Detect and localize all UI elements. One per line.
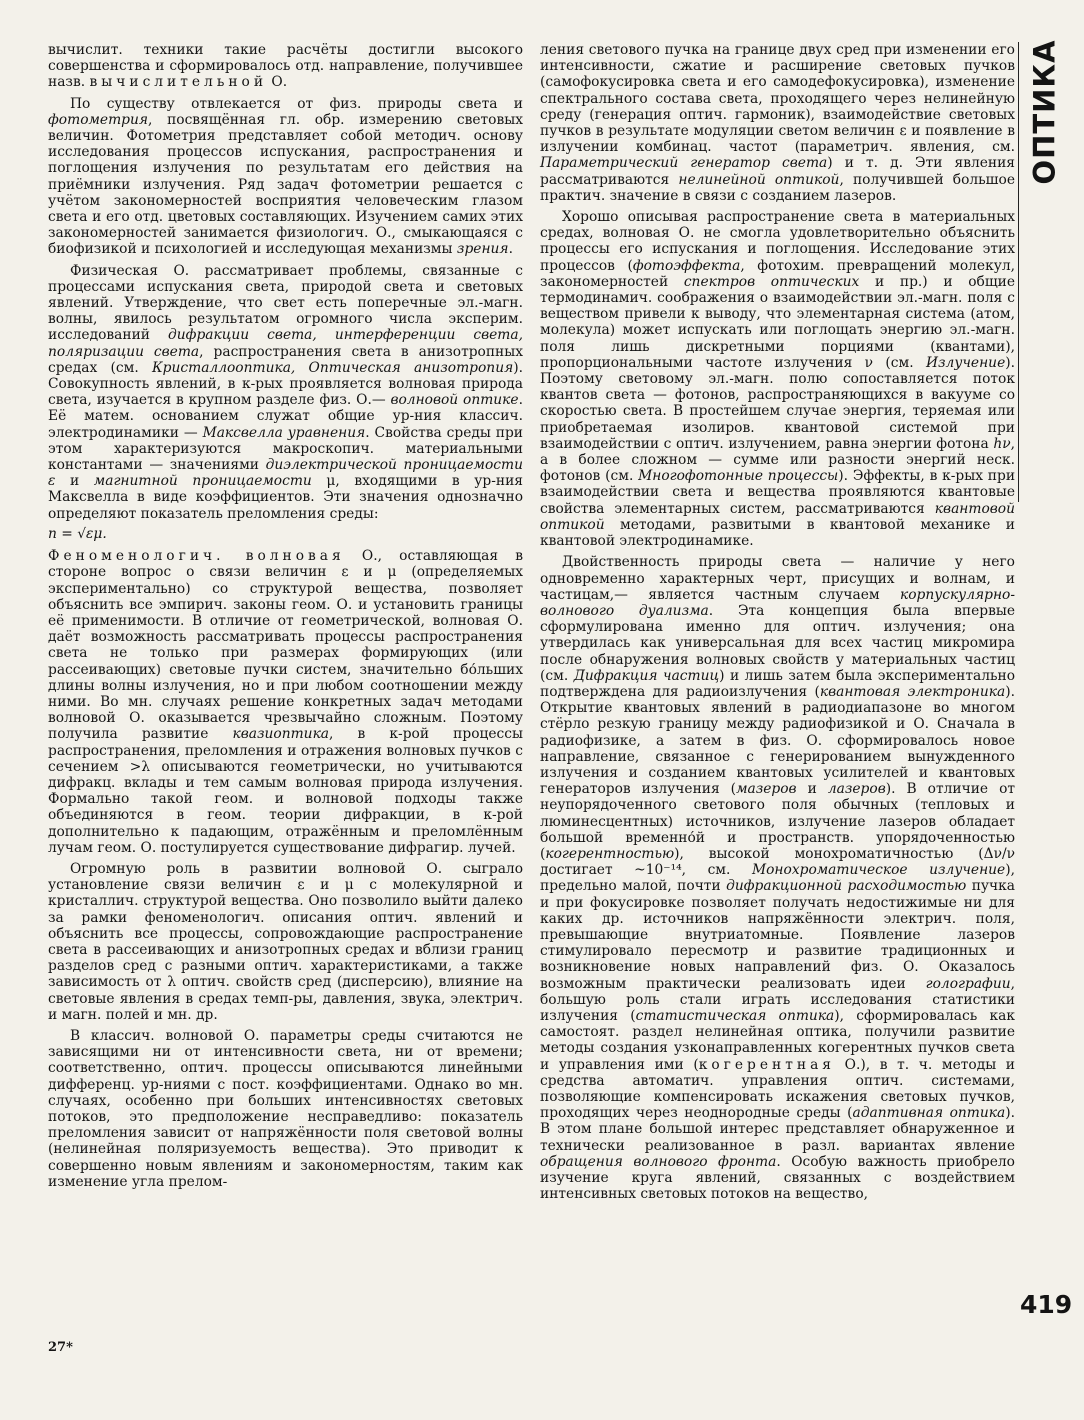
paragraph: Огромную роль в развитии волновой О. сыграло установление связи величин ε и μ с молекулярной и кристаллич. структурой вещества. Оно позволило выйти далеко за рамки феноменологич. описания оптич. явлений и объяснить все процессы, сопровождающие распространение света в рассеивающих и анизотропных средах и вблизи границ разделов сред с разными оптич. характеристиками, а также зависимость от λ оптич. свойств сред (дисперсию), влияние на световые явления в средах темп-ры, давления, звука, электрич. и магн. полей и мн. др. bbox=[48, 860, 523, 1023]
page-number: 419 bbox=[1020, 1290, 1073, 1319]
printer-signature-mark: 27* bbox=[48, 1340, 73, 1355]
paragraph: ления светового пучка на границе двух сред при изменении его интенсивности, сжатие и расширение световых пучков (самофокусировка света и его самодефокусировка), изменение спектрального состава света, проходящего через нелинейную среду (генерация оптич. гармоник), взаимодействие световых пучков в результате модуляции светом величин ε и появление в излучении комбинац. частот (параметрич. явления, см. Параметрический генератор света) и т. д. Эти явления рассматриваются нелинейной оптикой, получившей большое практич. значение в связи с созданием лазеров. bbox=[540, 42, 1015, 204]
paragraph: Хорошо описывая распространение света в материальных средах, волновая О. не смогла удовлетворительно объяснить процессы его испускания и поглощения. Исследование этих процессов (фотоэффекта, фотохим. превращений молекул, закономерностей спектров оптических и пр.) и общие термодинамич. соображения о взаимодействии эл.-магн. поля с веществом привели к выводу, что элементарная система (атом, молекула) может испускать или поглощать энергию эл.-магн. поля лишь дискретными порциями (квантами), пропорциональными частоте излучения ν (см. Излучение). Поэтому световому эл.-магн. полю сопоставляется поток квантов света — фотонов, распространяющихся в вакууме со скоростью света. В простейшем случае энергия, теряемая или приобретаемая изолиров. квантовой системой при взаимодействии с оптич. излучением, равна энергии фотона hν, а в более сложном — сумме или разности энергий неск. фотонов (см. Многофотонные процессы). Эффекты, в к-рых при взаимодействии света и вещества проявляются квантовые свойства элементарных систем, рассматриваются квантовой оптикой методами, развитыми в квантовой механике и квантовой электродинамике. bbox=[540, 209, 1016, 550]
running-head-rule bbox=[1018, 42, 1019, 502]
refractive-index-formula: n = √εμ. bbox=[48, 525, 107, 542]
paragraph: Физическая О. рассматривает проблемы, связанные с процессами испускания света, природой света и световых явлений. Утверждение, что свет есть поперечные эл.-магн. волны, явилось результатом огромного числа эксперим. исследований дифракции света, интерференции света, поляризации света, распространения света в анизотропных средах (см. Кристаллооптика, Оптическая анизотропия). Совокупность явлений, в к-рых проявляется волновая природа света, изучается в крупном разделе физ. О.— волновой оптике. Её матем. основанием служат общие ур-ния классич. электродинамики — Максвелла уравнения. Свойства среды при этом характеризуются макроскопич. материальными константами — значениями диэлектрической проницаемости ε и магнитной проницаемости μ, входящими в ур-ния Максвелла в виде коэффициентов. Эти значения однозначно определяют показатель преломления среды: bbox=[48, 262, 523, 522]
paragraph: Двойственность природы света — наличие у него одновременно характерных черт, присущих и волнам, и частицам,— является частным случаем корпускулярно-волнового дуализма. Эта концепция была впервые сформулирована именно для оптич. излучения; она утвердилась как универсальная для всех частиц микромира после обнаружения волновых свойств у материальных частиц (см. Дифракция частиц) и лишь затем была экспериментально подтверждена для радиоизлучения (квантовая электроника). Открытие квантовых явлений в радиодиапазоне во многом стёрло резкую границу между радиофизикой и О. Сначала в радиофизике, а затем в физ. О. сформировалось новое направление, связанное с генерированием вынужденного излучения и созданием квантовых усилителей и квантовых генераторов излучения (мазеров и лазеров). В отличие от неупорядоченного светового поля обычных (тепловых и люминесцентных) источников, излучение лазеров обладает большой временно́й и пространств. упорядоченностью (когерентностью), высокой монохроматичностью (Δν/ν достигает ~10⁻¹⁴, см. Монохроматическое излучение), предельно малой, почти дифракционной расходимостью пучка и при фокусировке позволяет получать недостижимые ни для каких др. источников напряжённости электрич. поля, превышающие внутриатомные. Появление лазеров стимулировало пересмотр и развитие традиционных и возникновение новых направлений физ. О. Оказалось возможным практически реализовать идеи голографии, большую роль стали играть исследования статистики излучения (статистическая оптика), сформировалась как самостоят. раздел нелинейная оптика, получили развитие методы создания узконаправленных когерентных пучков света и управления ими (когерентная О.), в т. ч. методы и средства автоматич. управления оптич. системами, позволяющие компенсировать искажения световых пучков, проходящих через неоднородные среды (адаптивная оптика). В этом плане большой интерес представляет обнаруженное и технически реализованное в разл. вариантах явление обращения волнового фронта. Особую важность приобрело изучение круга явлений, связанных с воздействием интенсивных световых потоков на вещество, bbox=[540, 554, 1016, 1203]
paragraph: В классич. волновой О. параметры среды считаются не зависящими ни от интенсивности света, ни от времени; соответственно, оптич. процессы описываются линейными дифференц. ур-ниями с пост. коэффициентами. Однако во мн. случаях, особенно при больших интенсивностях световых потоков, это предположение несправедливо: показатель преломления зависит от напряжённости поля световой волны (нелинейная поляризуемость вещества). Это приводит к совершенно новым явлениям и закономерностям, таким как изменение угла прелом- bbox=[48, 1027, 523, 1190]
left-text-column bbox=[48, 42, 523, 1190]
right-text-column bbox=[540, 42, 1015, 1202]
running-section-head bbox=[1028, 39, 1062, 185]
paragraph: вычислит. техники такие расчёты достигли высокого совершенства и сформировалось отд. направление, получившее назв. вычислительной О. bbox=[48, 42, 523, 91]
running-section-head-text: ОПТИКА bbox=[1028, 39, 1062, 185]
paragraph: Феноменологич. волновая О., оставляющая в стороне вопрос о связи величин ε и μ (определяемых экспериментально) со структурой вещества, позволяет объяснить все эмпирич. законы геом. О. и установить границы её применимости. В отличие от геометрической, волновая О. даёт возможность рассматривать процессы распространения света не только при размерах формирующих (или рассеивающих) световые пучки систем, значительно бо́льших длины волны излучения, но и при любом соотношении между ними. Во мн. случаях решение конкретных задач методами волновой О. оказывается чрезвычайно сложным. Поэтому получила развитие квазиоптика, в к-рой процессы распространения, преломления и отражения волновых пучков с сечением >λ описываются геометрически, но учитываются дифракц. вклады и тем самым волновая природа излучения. Формально такой геом. и волновой подходы также объединяются в геом. теории дифракции, в к-рой дополнительно к падающим, отражённым и преломлённым лучам геом. О. постулируется существование дифрагир. лучей. bbox=[48, 548, 523, 856]
paragraph: По существу отвлекается от физ. природы света и фотометрия, посвящённая гл. обр. измерению световых величин. Фотометрия представляет собой методич. основу исследования процессов испускания, распространения и поглощения излучения по результатам его действия на приёмники излучения. Ряд задач фотометрии решается с учётом закономерностей восприятия человеческим глазом света и его отд. цветовых составляющих. Изучением самих этих закономерностей занимается физиологич. О., смыкающаяся с биофизикой и психологией и исследующая механизмы зрения. bbox=[48, 95, 523, 258]
